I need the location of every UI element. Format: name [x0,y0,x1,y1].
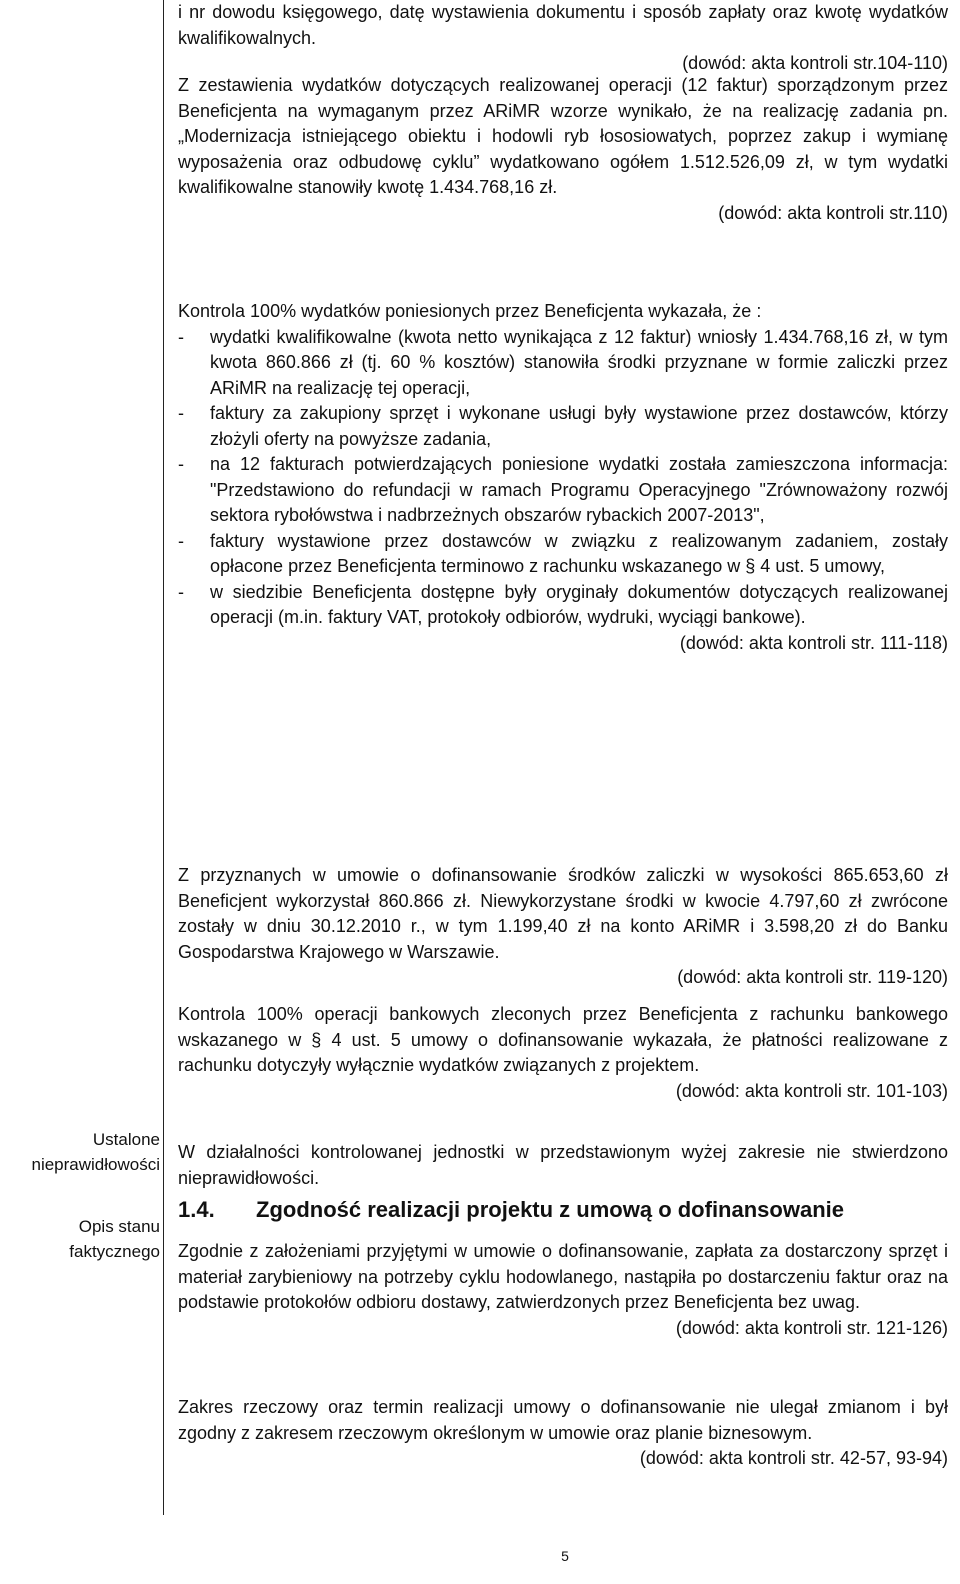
bullet-text-3: na 12 fakturach potwierdzających poniesione wydatki została zamieszczona informacja: "Przedstawiono do refundacji w ramach Programu Operacyjnego "Zrównoważony rozwój sektora rybołówstwa i nadbrzeżnych obszarów rybackich 2007-2013", [210,454,948,525]
bullet-dash: - [178,403,184,423]
evidence-ref-3: (dowód: akta kontroli str. 119-120) [677,967,948,987]
section-title: Zgodność realizacji projektu z umową o dofinansowanie [256,1197,844,1222]
bullet-dash: - [178,530,184,551]
paragraph-6-block [178,1239,948,1341]
margin-note-state-line2: faktycznego [69,1242,160,1261]
margin-note-findings-line2: nieprawidłowości [31,1155,160,1174]
paragraph-4: Kontrola 100% operacji bankowych zleconych przez Beneficjenta z rachunku bankowego wskazanego w § 4 ust. 5 umowy o dofinansowanie wykazała, że płatności realizowane z rachunku dotyczyły wyłącznie wydatków związanych z projektem. [178,1004,948,1075]
evidence-ref-6: (dowód: akta kontroli str. 121-126) [675,1317,948,1338]
page-number: 5 [561,1548,569,1564]
paragraph-7: Zakres rzeczowy oraz termin realizacji umowy o dofinansowanie nie ulegał zmianom i był zgodny z zakresem rzeczowym określonym w umowie oraz planie biznesowym. [178,1397,948,1443]
paragraph-5: W działalności kontrolowanej jednostki w przedstawionym wyżej zakresie nie stwierdzono nieprawidłowości. [178,1142,948,1188]
bullet-item-5 [178,580,948,631]
section-heading [178,1197,948,1223]
bullet-text-1: wydatki kwalifikowalne (kwota netto wynikająca z 12 faktur) wniosły 1.434.768,16 zł, w tym kwota 860.866 zł (tj. 60 % kosztów) stanowiła środki przyznane w formie zaliczki przez ARiMR na realizację tej operacji, [210,326,948,398]
margin-note-findings [0,1127,160,1177]
paragraph-1: Z zestawienia wydatków dotyczących realizowanej operacji (12 faktur) sporządzonym przez Beneficjenta na wymaganym przez ARiMR wzorze wynikało, że na realizację zadania pn. „Modernizacja istniejącego obiektu i hodowli ryb łososiowatych, poprzez zakup i wymianę wyposażenia oraz odbudowę cyklu” wydatkowano ogółem 1.512.526,09 zł, w tym wydatki kwalifikowalne stanowiły kwotę 1.434.768,16 zł. [178,75,948,197]
evidence-ref-2: (dowód: akta kontroli str. 111-118) [679,632,948,653]
section-number: 1.4. [178,1197,215,1222]
paragraph-0-block [178,0,948,77]
margin-note-state [0,1214,160,1264]
bullet-item-1 [178,325,948,402]
paragraph-0: i nr dowodu księgowego, datę wystawienia dokumentu i sposób zapłaty oraz kwotę wydatków kwalifikowalnych. [178,2,948,48]
paragraph-6: Zgodnie z założeniami przyjętymi w umowie o dofinansowanie, zapłata za dostarczony sprzęt i materiał zarybieniowy na potrzeby cyklu hodowlanego, nastąpiła po dostarczeniu faktur oraz na podstawie protokołów odbioru dostawy, zatwierdzonych przez Beneficjenta bez uwag. [178,1241,948,1312]
evidence-ref-4: (dowód: akta kontroli str. 101-103) [675,1080,948,1101]
paragraph-7-block [178,1395,948,1472]
paragraph-2: Kontrola 100% wydatków poniesionych przez Beneficjenta wykazała, że : [178,301,762,321]
paragraph-1-block [178,73,948,226]
margin-divider-line [163,0,164,1515]
margin-note-state-line1: Opis stanu [78,1217,160,1236]
bullet-dash: - [178,581,184,602]
bullet-text-4: faktury wystawione przez dostawców w związku z realizowanym zadaniem, zostały opłacone przez Beneficjenta terminowo z rachunku wskazanego w § 4 ust. 5 umowy, [210,530,948,576]
bullet-dash: - [178,454,184,474]
bullet-text-5: w siedzibie Beneficjenta dostępne były oryginały dokumentów dotyczących realizowanej operacji (m.in. faktury VAT, protokoły odbiorów, wydruki, wyciągi bankowe). [210,581,948,627]
paragraph-3: Z przyznanych w umowie o dofinansowanie środków zaliczki w wysokości 865.653,60 zł Beneficjent wykorzystał 860.866 zł. Niewykorzystane środki w kwocie 4.797,60 zł zwrócone zostały w dniu 30.12.2010 r., w tym 1.199,40 zł na konto ARiMR i 3.598,20 zł do Banku Gospodarstwa Krajowego w Warszawie. [178,865,948,962]
evidence-ref-0: (dowód: akta kontroli str.104-110) [682,53,948,73]
paragraph-2-block [178,299,948,656]
margin-note-findings-line1: Ustalone [92,1130,160,1149]
bullet-dash: - [178,326,184,347]
bullet-text-2: faktury za zakupiony sprzęt i wykonane usługi były wystawione przez dostawców, którzy złożyli oferty na powyższe zadania, [210,403,948,449]
paragraph-3-block [178,863,948,991]
evidence-ref-7: (dowód: akta kontroli str. 42-57, 93-94) [639,1448,948,1468]
bullet-item-3 [178,452,948,529]
paragraph-5-block [178,1140,948,1191]
bullet-item-2 [178,401,948,452]
evidence-ref-1: (dowód: akta kontroli str.110) [718,202,948,223]
bullet-item-4 [178,529,948,580]
paragraph-4-block [178,1002,948,1104]
